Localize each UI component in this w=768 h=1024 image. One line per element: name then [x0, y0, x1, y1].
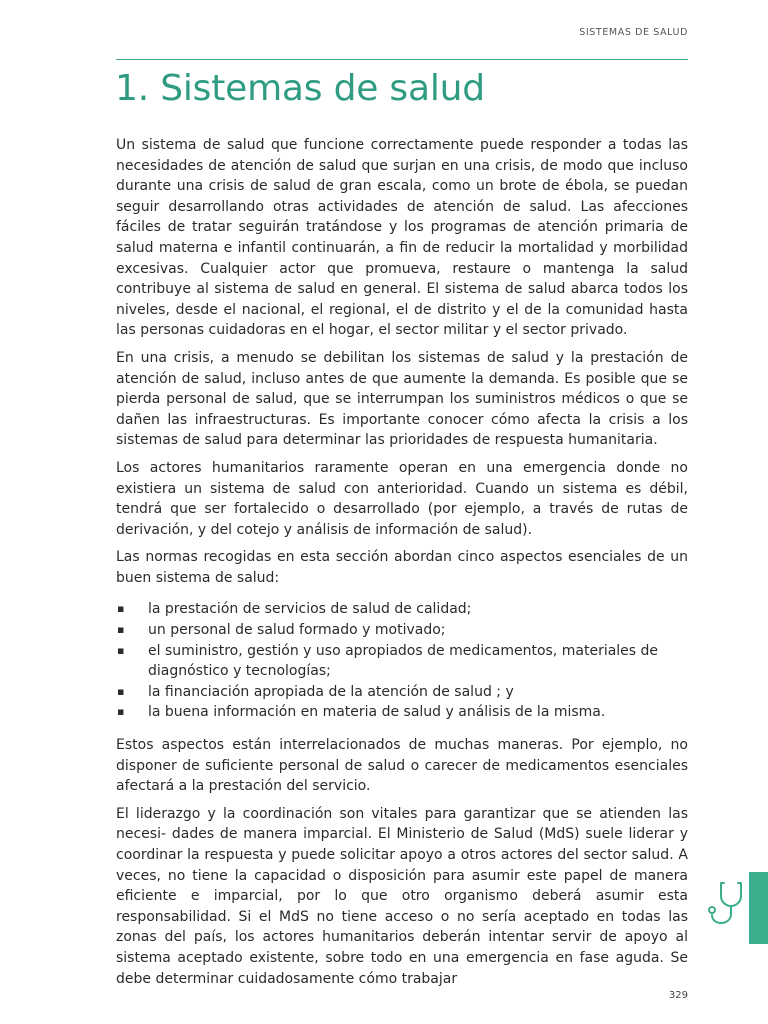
- paragraph-intro: Un sistema de salud que funcione correctamente puede responder a todas las necesidades de atención de salud que surjan en una crisis, de modo que incluso durante una crisis de salud de gran escala, como un brote de ébola, se puedan seguir desarrollando otras actividades de atención de salud. Las afecciones fáciles de tratar seguirán tratándose y los programas de atención primaria de salud materna e infantil continuarán, a fin de reducir la mortalidad y morbilidad excesivas. Cualquier actor que promueva, restaure o mantenga la salud contribuye al sistema de salud en general. El sistema de salud abarca todos los niveles, desde el nacional, el regional, el de distrito y el de la comunidad hasta las personas cuidadoras en el hogar, el sector militar y el sector privado.: [116, 137, 688, 339]
- essential-aspects-list: [116, 599, 688, 723]
- bullet-icon: ▪: [117, 705, 125, 719]
- paragraph-standards-intro: Las normas recogidas en esta sección abordan cinco aspectos esenciales de un buen sistema de salud:: [116, 549, 688, 586]
- bullet-icon: ▪: [117, 684, 125, 698]
- running-header: SISTEMAS DE SALUD: [579, 27, 688, 38]
- bullet-icon: ▪: [117, 623, 125, 637]
- body-content: [116, 135, 688, 996]
- paragraph-humanitarian-actors: Los actores humanitarios raramente operan en una emergencia donde no existiera un sistema de salud con anterioridad. Cuando un sistema es débil, tendrá que ser fortalecido o desarrollado (por ejemplo, a través de rutas de derivación, y del cotejo y análisis de información de salud).: [116, 459, 688, 538]
- section-tab: [749, 872, 768, 944]
- list-item: [116, 599, 688, 620]
- list-item-text: la buena información en materia de salud y análisis de la misma.: [148, 704, 606, 721]
- header-rule: [116, 59, 688, 60]
- paragraph-interrelation: Estos aspectos están interrelacionados de muchas maneras. Por ejemplo, no disponer de suficiente personal de salud o carecer de medicamentos esenciales afectará a la prestación del servicio.: [116, 737, 688, 795]
- list-item: [116, 641, 688, 682]
- list-item-text: un personal de salud formado y motivado;: [148, 622, 446, 639]
- list-item: [116, 682, 688, 703]
- paragraph-crisis: En una crisis, a menudo se debilitan los sistemas de salud y la prestación de atención de salud, incluso antes de que aumente la demanda. Es posible que se pierda personal de salud, que se interrumpan los suministros médicos o que se dañen las infraestructuras. Es importante conocer cómo afecta la crisis a los sistemas de salud para determinar las prioridades de respuesta humanitaria.: [116, 349, 688, 449]
- list-item-text: la prestación de servicios de salud de calidad;: [148, 601, 472, 618]
- list-item: [116, 620, 688, 641]
- list-item-text: el suministro, gestión y uso apropiados de medicamentos, materiales de diagnóstico y tecnologías;: [148, 642, 659, 680]
- bullet-icon: ▪: [117, 602, 125, 616]
- list-item: [116, 702, 688, 723]
- bullet-icon: ▪: [117, 643, 125, 657]
- list-item-text: la financiación apropiada de la atención de salud ; y: [148, 683, 514, 700]
- paragraph-leadership: El liderazgo y la coordinación son vitales para garantizar que se atienden las necesi- dades de manera imparcial. El Ministerio de Salud (MdS) suele liderar y coordinar la respuesta y puede solicitar apoyo a otros actores del sector salud. A veces, no tiene la capacidad o disposición para asumir este papel de manera eficiente e imparcial, por lo que otro organismo deberá asumir esta responsabilidad. Si el MdS no tiene acceso o no sería aceptado en todas las zonas del país, los actores humanitarios deberán intentar servir de apoyo al sistema aceptado existente, sobre todo en una emergencia en fase aguda. Se debe determinar cuidadosamente cómo trabajar: [116, 805, 688, 987]
- page-title: 1. Sistemas de salud: [115, 68, 485, 109]
- stethoscope-icon: [704, 878, 744, 928]
- page-number: 329: [668, 990, 688, 1001]
